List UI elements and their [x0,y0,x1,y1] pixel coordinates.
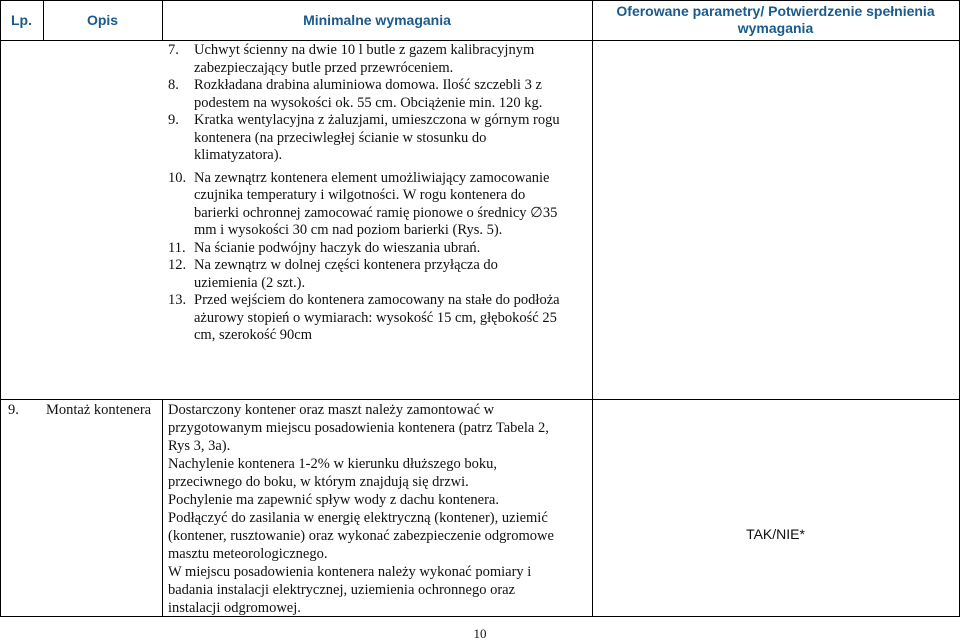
header-opis: Opis [86,11,119,28]
list-item: 12. Na zewnątrz w dolnej części kontenera przyłącza do uziemienia (2 szt.). [168,257,498,291]
list-item: 8. Rozkładana drabina aluminiowa domowa. Ilość szczebli 3 z podestem na wysokości ok. 55 cm. Obciążenie min. 120 kg. [168,77,543,111]
header-offered-parameters: Oferowane parametry/ Potwierdzenie spełnienia wymagania [616,3,935,36]
row9-paragraph: Dostarczony kontener oraz maszt należy zamontować w przygotowanym miejscu posadowienia kontenera (patrz Tabela 2, Rys 3, 3a). [168,402,549,454]
col-divider-min [592,0,593,617]
list-item: 13. Przed wejściem do kontenera zamocowany na stałe do podłoża ażurowy stopień o wymiarach: wysokość 15 cm, głębokość 25 cm, szerokość 90cm [168,292,560,343]
row9-lp: 9. [8,402,19,418]
header-min-requirements: Minimalne wymagania [303,11,451,28]
row9-answer: TAK/NIE* [746,526,805,542]
table-left-border [0,0,1,617]
page-number: 10 [473,626,487,641]
header-bottom-border [0,40,960,41]
row9-paragraph: Nachylenie kontenera 1-2% w kierunku dłuższego boku, przeciwnego do boku, w którym znajdują się drzwi. [168,456,497,490]
row9-paragraph: W miejscu posadowienia kontenera należy wykonać pomiary i badania instalacji elektrycznej, uziemienia ochronnego oraz instalacji odgromowej. [168,564,532,616]
col-divider-opis-row9 [162,399,163,616]
list-item: 10. Na zewnątrz kontenera element umożliwiający zamocowanie czujnika temperatury i wilgotności. W rogu kontenera do barierki ochronnej zamocować ramię pionowe o średnicy ∅35 mm i wysokości 30 cm nad poziom barierki (Rys. 5). [168,169,558,238]
row-separator [0,399,960,400]
continuation-list [168,42,563,345]
header-lp: Lp. [11,11,32,28]
list-item: 7. Uchwyt ścienny na dwie 10 l butle z gazem kalibracyjnym zabezpieczający butle przed przewróceniem. [168,42,535,76]
list-item: 11. Na ścianie podwójny haczyk do wieszania ubrań. [168,239,481,256]
row9-opis: Montaż kontenera [46,402,152,418]
row9-paragraph: Pochylenie ma zapewnić spływ wody z dachu kontenera. [168,492,499,508]
row9-requirements [168,401,563,617]
row9-paragraph: Podłączyć do zasilania w energię elektryczną (kontener), uziemić (kontener, rusztowanie) oraz wykonać zabezpieczenie odgromowe masztu meteorologicznego. [168,510,554,562]
list-item: 9. Kratka wentylacyjna z żaluzjami, umieszczona w górnym rogu kontenera (na przeciwległej ścianie w stosunku do klimatyzatora). [168,112,560,163]
